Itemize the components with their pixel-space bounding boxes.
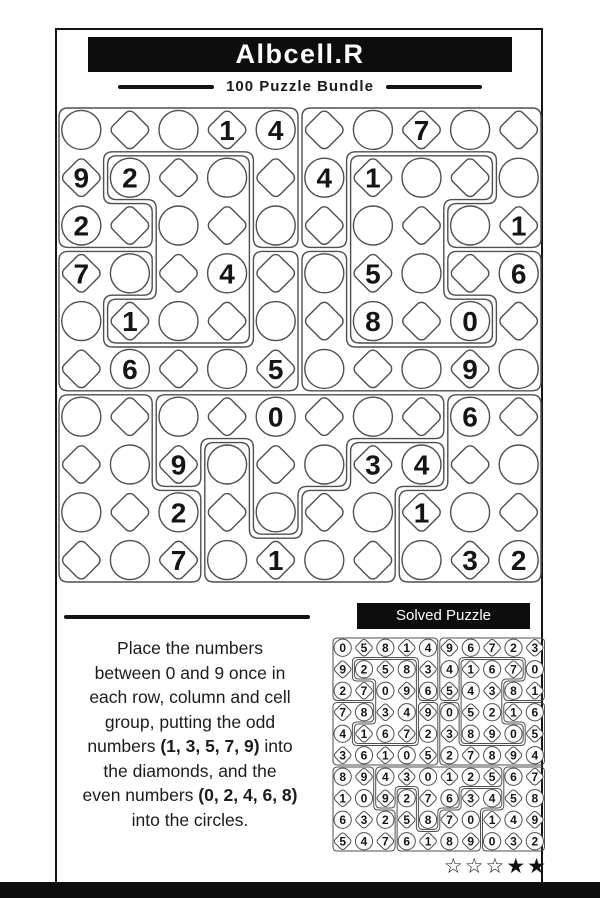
solution-digit: 1 xyxy=(339,791,347,806)
solution-digit: 2 xyxy=(446,748,453,763)
given-digit: 2 xyxy=(73,210,90,242)
diamond-cell xyxy=(206,491,248,533)
circle-cell xyxy=(208,541,247,580)
diamond-cell xyxy=(157,156,199,198)
solution-digit: 7 xyxy=(488,641,496,656)
circle-cell xyxy=(402,349,441,388)
solution-digit: 3 xyxy=(488,684,496,699)
given-digit: 1 xyxy=(365,162,381,194)
diamond-cell xyxy=(303,300,345,342)
circle-cell xyxy=(110,445,149,484)
diamond-cell xyxy=(109,491,151,533)
diamond-cell xyxy=(206,395,248,437)
solution-digit: 7 xyxy=(446,813,453,828)
diamond-cell xyxy=(400,300,442,342)
solution-digit: 1 xyxy=(467,662,475,677)
diamond-cell xyxy=(303,491,345,533)
circle-cell xyxy=(451,110,490,149)
solution-digit: 1 xyxy=(360,727,368,742)
given-digit: 2 xyxy=(510,545,527,577)
diamond-cell xyxy=(254,252,296,294)
circle-cell xyxy=(208,158,247,197)
solution-digit: 5 xyxy=(488,770,496,785)
solution-digit: 3 xyxy=(360,813,368,828)
instructions-text xyxy=(54,636,326,832)
circle-cell xyxy=(499,349,538,388)
given-digit: 7 xyxy=(170,545,187,577)
diamond-cell xyxy=(206,300,248,342)
diamond-cell xyxy=(60,539,102,581)
instruction-line: into the circles. xyxy=(131,809,249,830)
star-empty-icon: ☆ xyxy=(443,854,465,878)
solution-digit: 5 xyxy=(403,813,411,828)
solution-digit: 9 xyxy=(360,770,368,785)
solution-digit: 2 xyxy=(424,727,432,742)
solution-digit: 0 xyxy=(424,770,432,785)
circle-cell xyxy=(353,110,392,149)
star-filled-icon: ★ xyxy=(527,854,548,878)
given-digit: 1 xyxy=(510,210,527,242)
diamond-cell xyxy=(109,109,151,151)
solution-digit: 5 xyxy=(510,791,517,806)
circle-cell xyxy=(110,254,149,293)
given-digit: 6 xyxy=(122,353,138,385)
instruction-line: even numbers (0, 2, 4, 6, 8) xyxy=(82,785,298,805)
circle-cell xyxy=(256,493,295,532)
solution-digit: 7 xyxy=(403,727,411,742)
solution-digit: 4 xyxy=(488,791,496,806)
given-digit: 4 xyxy=(267,114,284,146)
circle-cell xyxy=(305,254,344,293)
given-digit: 3 xyxy=(462,545,478,577)
solution-digit: 4 xyxy=(510,813,517,828)
solution-digit: 3 xyxy=(510,834,517,849)
diamond-cell xyxy=(109,204,151,246)
solution-digit: 8 xyxy=(446,834,453,849)
given-digit: 1 xyxy=(122,306,138,338)
footer-bar xyxy=(0,882,600,898)
solution-digit: 6 xyxy=(510,770,517,785)
solution-digit: 6 xyxy=(360,748,368,763)
cage-outline-J xyxy=(156,395,444,534)
given-digit: 6 xyxy=(462,401,478,433)
circle-cell xyxy=(62,397,101,436)
solution-digit: 1 xyxy=(446,770,453,785)
diamond-cell xyxy=(303,395,345,437)
given-digit: 9 xyxy=(170,449,187,481)
circle-cell xyxy=(451,493,490,532)
solution-digit: 7 xyxy=(531,770,539,785)
diamond-cell xyxy=(449,156,491,198)
solution-digit: 9 xyxy=(510,748,517,763)
page-title: Albcell.R xyxy=(88,37,512,72)
diamond-cell xyxy=(109,395,151,437)
circle-cell xyxy=(159,302,198,341)
solution-digit: 6 xyxy=(446,791,453,806)
solution-digit: 8 xyxy=(510,684,517,699)
solution-digit: 8 xyxy=(360,705,368,720)
given-digit: 7 xyxy=(73,258,90,290)
circle-cell xyxy=(402,541,441,580)
difficulty-stars xyxy=(400,854,548,878)
solution-digit: 5 xyxy=(446,684,453,699)
given-digit: 1 xyxy=(267,545,284,577)
solution-digit: 4 xyxy=(531,748,539,763)
circle-cell xyxy=(353,206,392,245)
diamond-cell xyxy=(157,348,199,390)
circle-cell xyxy=(62,493,101,532)
diamond-cell xyxy=(303,109,345,151)
diamond-cell xyxy=(60,348,102,390)
solution-digit: 2 xyxy=(360,662,368,677)
solution-digit: 8 xyxy=(467,727,475,742)
given-digit: 0 xyxy=(462,306,478,338)
solution-digit: 9 xyxy=(403,684,411,699)
circle-cell xyxy=(353,397,392,436)
solution-digit: 3 xyxy=(339,748,347,763)
circle-cell xyxy=(305,541,344,580)
diamond-cell xyxy=(449,443,491,485)
solution-digit: 6 xyxy=(531,705,539,720)
circle-cell xyxy=(208,445,247,484)
solution-digit: 7 xyxy=(510,662,517,677)
subtitle-rule-left xyxy=(118,85,214,89)
solution-digit: 4 xyxy=(360,834,368,849)
diamond-cell xyxy=(157,252,199,294)
solution-digit: 0 xyxy=(360,791,368,806)
circle-cell xyxy=(402,254,441,293)
diamond-cell xyxy=(60,443,102,485)
given-digit: 9 xyxy=(462,353,478,385)
diamond-cell xyxy=(400,204,442,246)
circle-cell xyxy=(499,158,538,197)
solution-digit: 0 xyxy=(531,662,539,677)
solution-digit: 9 xyxy=(467,834,475,849)
solution-digit: 1 xyxy=(510,705,517,720)
solution-digit: 8 xyxy=(531,791,539,806)
solution-digit: 6 xyxy=(382,727,389,742)
solution-digit: 8 xyxy=(403,662,411,677)
subtitle-rule-right xyxy=(386,85,482,89)
instruction-line: Place the numbers xyxy=(117,638,263,658)
instruction-line: the diamonds, and the xyxy=(103,760,277,781)
solution-digit: 9 xyxy=(446,641,453,656)
star-empty-icon: ☆ xyxy=(485,854,507,878)
solution-digit: 8 xyxy=(424,813,432,828)
diamond-cell xyxy=(303,204,345,246)
given-digit: 3 xyxy=(365,449,381,481)
circle-cell xyxy=(256,206,295,245)
solution-digit: 3 xyxy=(467,791,475,806)
solution-digit: 9 xyxy=(424,705,432,720)
solution-digit: 5 xyxy=(360,641,368,656)
solution-digit: 5 xyxy=(382,662,389,677)
given-digit: 7 xyxy=(413,114,430,146)
circle-cell xyxy=(62,110,101,149)
solution-digit: 9 xyxy=(382,791,389,806)
solution-digit: 3 xyxy=(531,641,539,656)
solution-digit: 1 xyxy=(424,834,432,849)
instructions-divider xyxy=(64,615,310,619)
diamond-cell xyxy=(449,252,491,294)
instruction-line: between 0 and 9 once in xyxy=(94,662,286,683)
diamond-cell xyxy=(497,109,539,151)
given-digit: 5 xyxy=(365,258,381,290)
solution-digit: 8 xyxy=(339,770,347,785)
given-digit: 4 xyxy=(316,162,333,194)
diamond-cell xyxy=(206,204,248,246)
instruction-line: each row, column and cell xyxy=(89,687,291,707)
solution-digit: 3 xyxy=(382,705,389,720)
solution-digit: 3 xyxy=(403,770,411,785)
given-digit: 8 xyxy=(365,306,381,338)
solution-digit: 4 xyxy=(467,684,475,699)
solution-digit: 2 xyxy=(488,705,496,720)
solution-digit: 9 xyxy=(488,727,496,742)
circle-cell xyxy=(305,445,344,484)
puzzle-grid xyxy=(53,102,547,588)
circle-cell xyxy=(305,349,344,388)
circle-cell xyxy=(62,302,101,341)
circle-cell xyxy=(159,397,198,436)
diamond-cell xyxy=(352,348,394,390)
solution-digit: 2 xyxy=(382,813,389,828)
solution-digit: 9 xyxy=(531,813,539,828)
solution-digit: 2 xyxy=(467,770,475,785)
solution-digit: 7 xyxy=(467,748,475,763)
instruction-line: numbers (1, 3, 5, 7, 9) into xyxy=(87,736,293,756)
diamond-cell xyxy=(497,491,539,533)
solution-digit: 3 xyxy=(424,662,432,677)
given-digit: 1 xyxy=(413,497,430,529)
solution-digit: 4 xyxy=(382,770,389,785)
solution-digit: 7 xyxy=(339,705,347,720)
solution-digit: 8 xyxy=(382,641,389,656)
given-digit: 1 xyxy=(219,114,235,146)
solution-digit: 7 xyxy=(424,791,432,806)
star-filled-icon: ★ xyxy=(506,854,528,878)
solution-digit: 3 xyxy=(446,727,453,742)
circle-cell xyxy=(353,493,392,532)
star-empty-icon: ☆ xyxy=(464,854,486,878)
circle-cell xyxy=(208,349,247,388)
given-digit: 6 xyxy=(510,258,527,290)
solution-digit: 5 xyxy=(424,748,432,763)
circle-cell xyxy=(499,445,538,484)
solution-digit: 2 xyxy=(403,791,411,806)
solution-digit: 1 xyxy=(488,813,496,828)
solution-digit: 0 xyxy=(403,748,411,763)
given-digit: 9 xyxy=(73,162,90,194)
solution-digit: 6 xyxy=(339,813,347,828)
solution-digit: 0 xyxy=(467,813,475,828)
solution-digit: 5 xyxy=(467,705,475,720)
solution-digit: 4 xyxy=(424,641,432,656)
solution-digit: 6 xyxy=(424,684,432,699)
solution-digit: 1 xyxy=(531,684,539,699)
solution-digit: 0 xyxy=(446,705,453,720)
solution-digit: 2 xyxy=(339,684,347,699)
solution-digit: 7 xyxy=(360,684,368,699)
diamond-cell xyxy=(497,300,539,342)
given-digit: 5 xyxy=(267,353,284,385)
solution-digit: 1 xyxy=(382,748,389,763)
solution-digit: 4 xyxy=(403,705,411,720)
given-digit: 4 xyxy=(413,449,430,481)
given-digit: 2 xyxy=(122,162,138,194)
solution-digit: 0 xyxy=(510,727,517,742)
subtitle-row xyxy=(118,78,482,95)
solution-digit: 0 xyxy=(488,834,496,849)
circle-cell xyxy=(159,206,198,245)
diamond-cell xyxy=(254,443,296,485)
given-digit: 2 xyxy=(170,497,187,529)
solution-digit: 0 xyxy=(382,684,389,699)
diamond-cell xyxy=(254,156,296,198)
diamond-cell xyxy=(352,539,394,581)
solution-digit: 4 xyxy=(339,727,347,742)
given-digit: 0 xyxy=(267,401,284,433)
circle-cell xyxy=(256,302,295,341)
solution-digit: 8 xyxy=(488,748,496,763)
solution-digit: 9 xyxy=(339,662,347,677)
solution-digit: 0 xyxy=(339,641,347,656)
solution-digit: 6 xyxy=(467,641,475,656)
page-subtitle: 100 Puzzle Bundle xyxy=(226,78,374,95)
solution-digit: 7 xyxy=(382,834,389,849)
solution-digit: 2 xyxy=(531,834,539,849)
circle-cell xyxy=(159,110,198,149)
solved-puzzle-label: Solved Puzzle xyxy=(357,603,530,629)
instruction-line: group, putting the odd xyxy=(104,711,276,732)
circle-cell xyxy=(110,541,149,580)
solution-digit: 2 xyxy=(510,641,517,656)
solution-digit: 5 xyxy=(339,834,347,849)
solution-digit: 5 xyxy=(531,727,539,742)
diamond-cell xyxy=(400,395,442,437)
solved-puzzle-grid xyxy=(329,634,549,856)
solution-digit: 6 xyxy=(403,834,411,849)
diamond-cell xyxy=(497,395,539,437)
solution-digit: 1 xyxy=(403,641,411,656)
circle-cell xyxy=(451,206,490,245)
solution-digit: 4 xyxy=(446,662,453,677)
given-digit: 4 xyxy=(219,258,235,290)
solution-digit: 6 xyxy=(488,662,496,677)
circle-cell xyxy=(402,158,441,197)
